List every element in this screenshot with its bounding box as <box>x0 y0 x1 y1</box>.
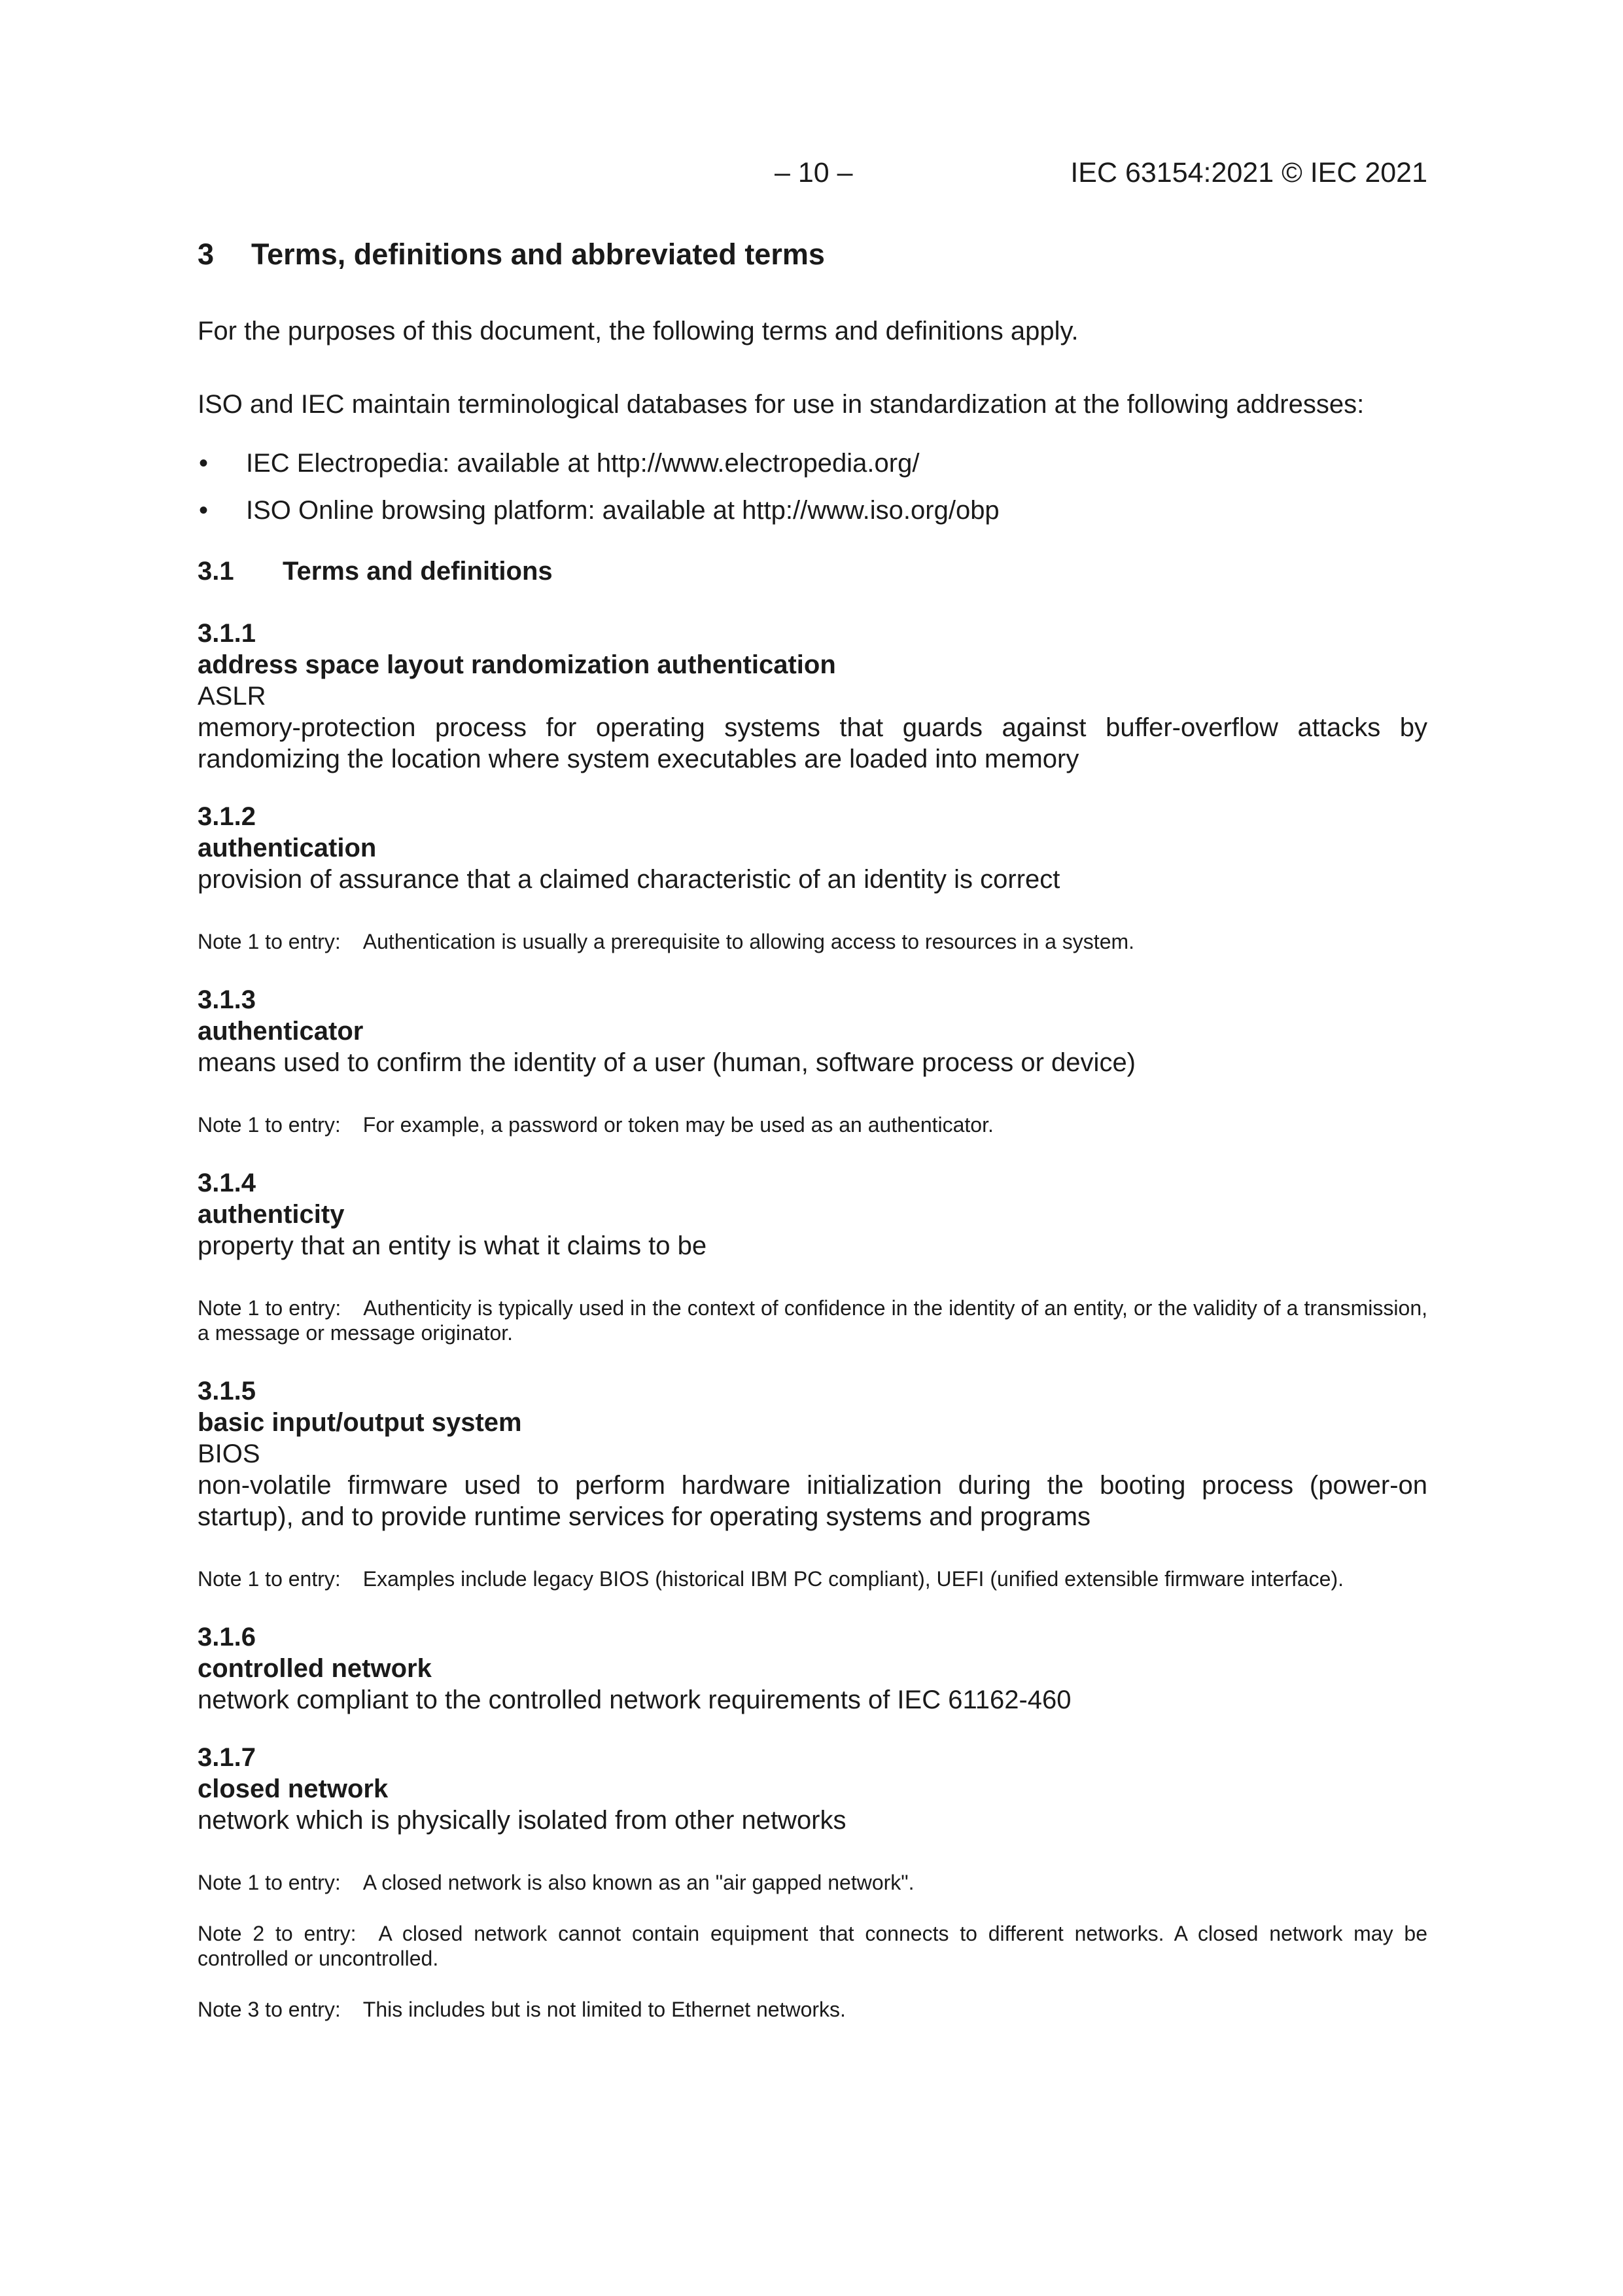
note-text: Examples include legacy BIOS (historical IBM PC compliant), UEFI (unified extensible firmware interface). <box>362 1567 1344 1591</box>
term-name: closed network <box>198 1775 389 1803</box>
term-name: authenticator <box>198 1017 364 1046</box>
term-name: controlled network <box>198 1654 432 1683</box>
note-label: Note 1 to entry: <box>198 1296 341 1320</box>
term-note <box>198 1296 1427 1345</box>
term-name: authenticity <box>198 1200 345 1229</box>
term-definition: property that an entity is what it claims to be <box>198 1231 707 1260</box>
term-entry <box>198 1167 1427 1345</box>
term-abbreviation: ASLR <box>198 682 266 711</box>
term-name: authentication <box>198 834 377 862</box>
clause-heading <box>198 236 1427 274</box>
term-entry <box>198 984 1427 1137</box>
note-text: Authenticity is typically used in the context of confidence in the identity of an entity, or the validity of a transmission, a message or message originator. <box>198 1296 1428 1345</box>
note-text: A closed network cannot contain equipment that connects to different networks. A closed network may be controlled or uncontrolled. <box>198 1922 1427 1970</box>
subclause-title: Terms and definitions <box>283 557 553 586</box>
page-content <box>198 157 1427 2022</box>
term-note <box>198 1112 1427 1137</box>
term-entry <box>198 618 1427 775</box>
list-item-text: ISO Online browsing platform: available at http://www.iso.org/obp <box>246 496 1000 525</box>
list-item-text: IEC Electropedia: available at http://www.electropedia.org/ <box>246 449 920 478</box>
note-label: Note 1 to entry: <box>198 1567 341 1591</box>
term-entry <box>198 801 1427 954</box>
note-text: For example, a password or token may be used as an authenticator. <box>362 1113 994 1137</box>
note-label: Note 2 to entry: <box>198 1922 357 1945</box>
database-list <box>198 448 1427 526</box>
term-definition: network compliant to the controlled network requirements of IEC 61162-460 <box>198 1686 1072 1714</box>
subclause-heading <box>198 555 1427 588</box>
list-item <box>198 448 1427 479</box>
note-text: Authentication is usually a prerequisite to allowing access to resources in a system. <box>362 930 1135 953</box>
page-number: – 10 – <box>775 157 853 188</box>
note-text: A closed network is also known as an "air gapped network". <box>362 1871 915 1894</box>
term-note <box>198 929 1427 954</box>
note-label: Note 1 to entry: <box>198 1113 341 1137</box>
term-number: 3.1.2 <box>198 802 256 831</box>
subclause-number: 3.1 <box>198 557 234 586</box>
document-reference: IEC 63154:2021 © IEC 2021 <box>1070 157 1427 188</box>
note-label: Note 1 to entry: <box>198 930 341 953</box>
clause-title: Terms, definitions and abbreviated terms <box>251 238 825 271</box>
clause-number: 3 <box>198 238 215 271</box>
term-entry <box>198 1621 1427 1716</box>
list-item <box>198 495 1427 526</box>
term-note <box>198 1997 1427 2022</box>
term-number: 3.1.3 <box>198 985 256 1014</box>
term-name: address space layout randomization authentication <box>198 650 836 679</box>
term-definition: memory-protection process for operating systems that guards against buffer-overflow attacks by randomizing the location where system executables are loaded into memory <box>198 713 1427 773</box>
term-definition: network which is physically isolated from other networks <box>198 1806 846 1835</box>
page-header <box>198 157 1427 196</box>
term-entry <box>198 1742 1427 2022</box>
intro-paragraph: For the purposes of this document, the following terms and definitions apply. <box>198 317 1079 345</box>
term-definition: non-volatile firmware used to perform hardware initialization during the booting process (power-on startup), and to provide runtime services for operating systems and programs <box>198 1471 1427 1531</box>
term-number: 3.1.5 <box>198 1377 256 1405</box>
term-name: basic input/output system <box>198 1408 522 1437</box>
note-label: Note 1 to entry: <box>198 1871 341 1894</box>
term-note <box>198 1921 1427 1971</box>
term-number: 3.1.6 <box>198 1623 256 1651</box>
term-abbreviation: BIOS <box>198 1439 260 1468</box>
term-entry <box>198 1375 1427 1591</box>
note-text: This includes but is not limited to Ethernet networks. <box>362 1998 846 2021</box>
note-label: Note 3 to entry: <box>198 1998 341 2021</box>
bullet-icon: • <box>199 496 209 525</box>
term-number: 3.1.1 <box>198 619 256 648</box>
term-number: 3.1.7 <box>198 1743 256 1772</box>
term-note <box>198 1870 1427 1895</box>
term-note <box>198 1566 1427 1591</box>
bullet-icon: • <box>199 449 209 478</box>
term-definition: means used to confirm the identity of a user (human, software process or device) <box>198 1048 1136 1077</box>
term-number: 3.1.4 <box>198 1169 256 1197</box>
terminology-paragraph: ISO and IEC maintain terminological databases for use in standardization at the following addresses: <box>198 390 1365 419</box>
term-definition: provision of assurance that a claimed characteristic of an identity is correct <box>198 865 1060 894</box>
